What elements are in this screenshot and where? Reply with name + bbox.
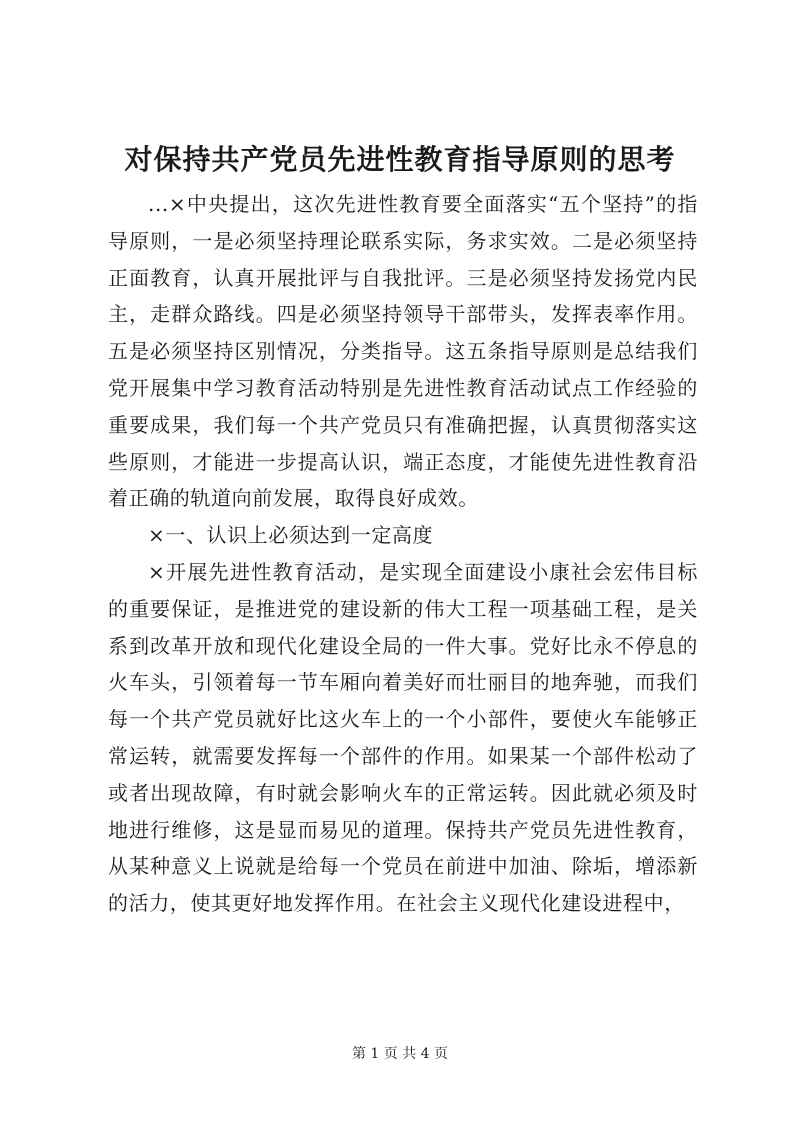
paragraph-section-1: ×开展先进性教育活动，是实现全面建设小康社会宏伟目标的重要保证，是推进党的建设新的伟大工程一项基础工程，是关系到改革开放和现代化建设全局的一件大事。党好比永不停息的火车头，引领着每一节车厢向着美好而壮丽目的地奔驰，而我们每一个共产党员就好比这火车上的一个小部件，要使火车能够正常运转，就需要发挥每一个部件的作用。如果某一个部件松动了或者出现故障，有时就会影响火车的正常运转。因此就必须及时地进行维修，这是显而易见的道理。保持共产党员先进性教育，从某种意义上说就是给每一个党员在前进中加油、除垢，增添新的活力，使其更好地发挥作用。在社会主义现代化建设进程中，	[108, 559, 698, 916]
paragraph-intro: ...×中央提出，这次先进性教育要全面落实“五个坚持”的指导原则，一是必须坚持理论联系实际，务求实效。二是必须坚持正面教育，认真开展批评与自我批评。三是必须坚持发扬党内民主，走群众路线。四是必须坚持领导干部带头，发挥表率作用。五是必须坚持区别情况，分类指导。这五条指导原则是总结我们党开展集中学习教育活动特别是先进性教育活动试点工作经验的重要成果，我们每一个共产党员只有准确把握，认真贯彻落实这些原则，才能进一步提高认识，端正态度，才能使先进性教育沿着正确的轨道向前发展，取得良好成效。	[108, 192, 698, 511]
document-body	[108, 186, 698, 922]
page-number-footer: 第 1 页 共 4 页	[351, 1046, 449, 1062]
document-title: 对保持共产党员先进性教育指导原则的思考	[124, 143, 676, 176]
section-heading-1: ×一、认识上必须达到一定高度	[148, 523, 434, 548]
